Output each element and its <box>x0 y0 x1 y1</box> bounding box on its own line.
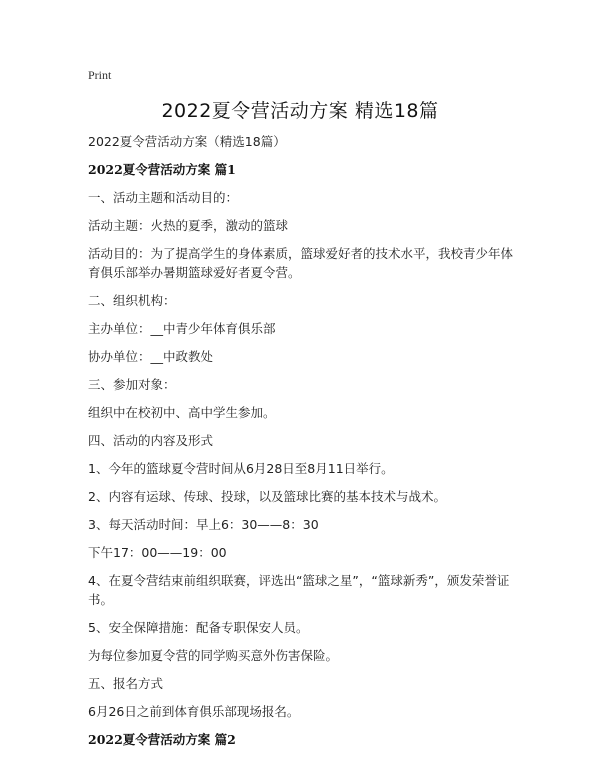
paragraph: 3、每天活动时间：早上6：30——8：30 <box>88 517 319 532</box>
paragraph: 一、活动主题和活动目的： <box>88 190 239 205</box>
paragraph: 组织中在校初中、高中学生参加。 <box>88 405 276 420</box>
paragraph: 下午17：00——19：00 <box>88 545 227 560</box>
paragraph: 5、安全保障措施：配备专职保安人员。 <box>88 620 309 635</box>
section-heading: 2022夏令营活动方案 篇1 <box>88 162 236 177</box>
document-body <box>88 132 520 758</box>
print-link[interactable]: Print <box>88 68 112 82</box>
paragraph: 活动主题：火热的夏季，激动的篮球 <box>88 218 289 233</box>
paragraph: 主办单位：__中青少年体育俱乐部 <box>88 321 276 336</box>
paragraph: 三、参加对象： <box>88 377 176 392</box>
paragraph: 活动目的：为了提高学生的身体素质，篮球爱好者的技术水平，我校青少年体育俱乐部举办暑期篮球爱好者夏令营。 <box>88 246 514 280</box>
paragraph: 四、活动的内容及形式 <box>88 433 214 448</box>
subtitle-paragraph: 2022夏令营活动方案（精选18篇） <box>88 134 286 149</box>
paragraph: 协办单位：__中政教处 <box>88 349 214 364</box>
page-title: 2022夏令营活动方案 精选18篇 <box>161 100 439 122</box>
section-heading: 2022夏令营活动方案 篇2 <box>88 732 236 747</box>
paragraph: 五、报名方式 <box>88 676 164 691</box>
paragraph: 2、内容有运球、传球、投球，以及篮球比赛的基本技术与战术。 <box>88 489 446 504</box>
paragraph: 二、组织机构： <box>88 293 176 308</box>
paragraph: 为每位参加夏令营的同学购买意外伤害保险。 <box>88 648 339 663</box>
paragraph: 1、今年的篮球夏令营时间从6月28日至8月11日举行。 <box>88 461 394 476</box>
paragraph: 4、在夏令营结束前组织联赛，评选出“篮球之星”，“篮球新秀”，颁发荣誉证书。 <box>88 573 510 607</box>
paragraph: 6月26日之前到体育俱乐部现场报名。 <box>88 704 300 719</box>
